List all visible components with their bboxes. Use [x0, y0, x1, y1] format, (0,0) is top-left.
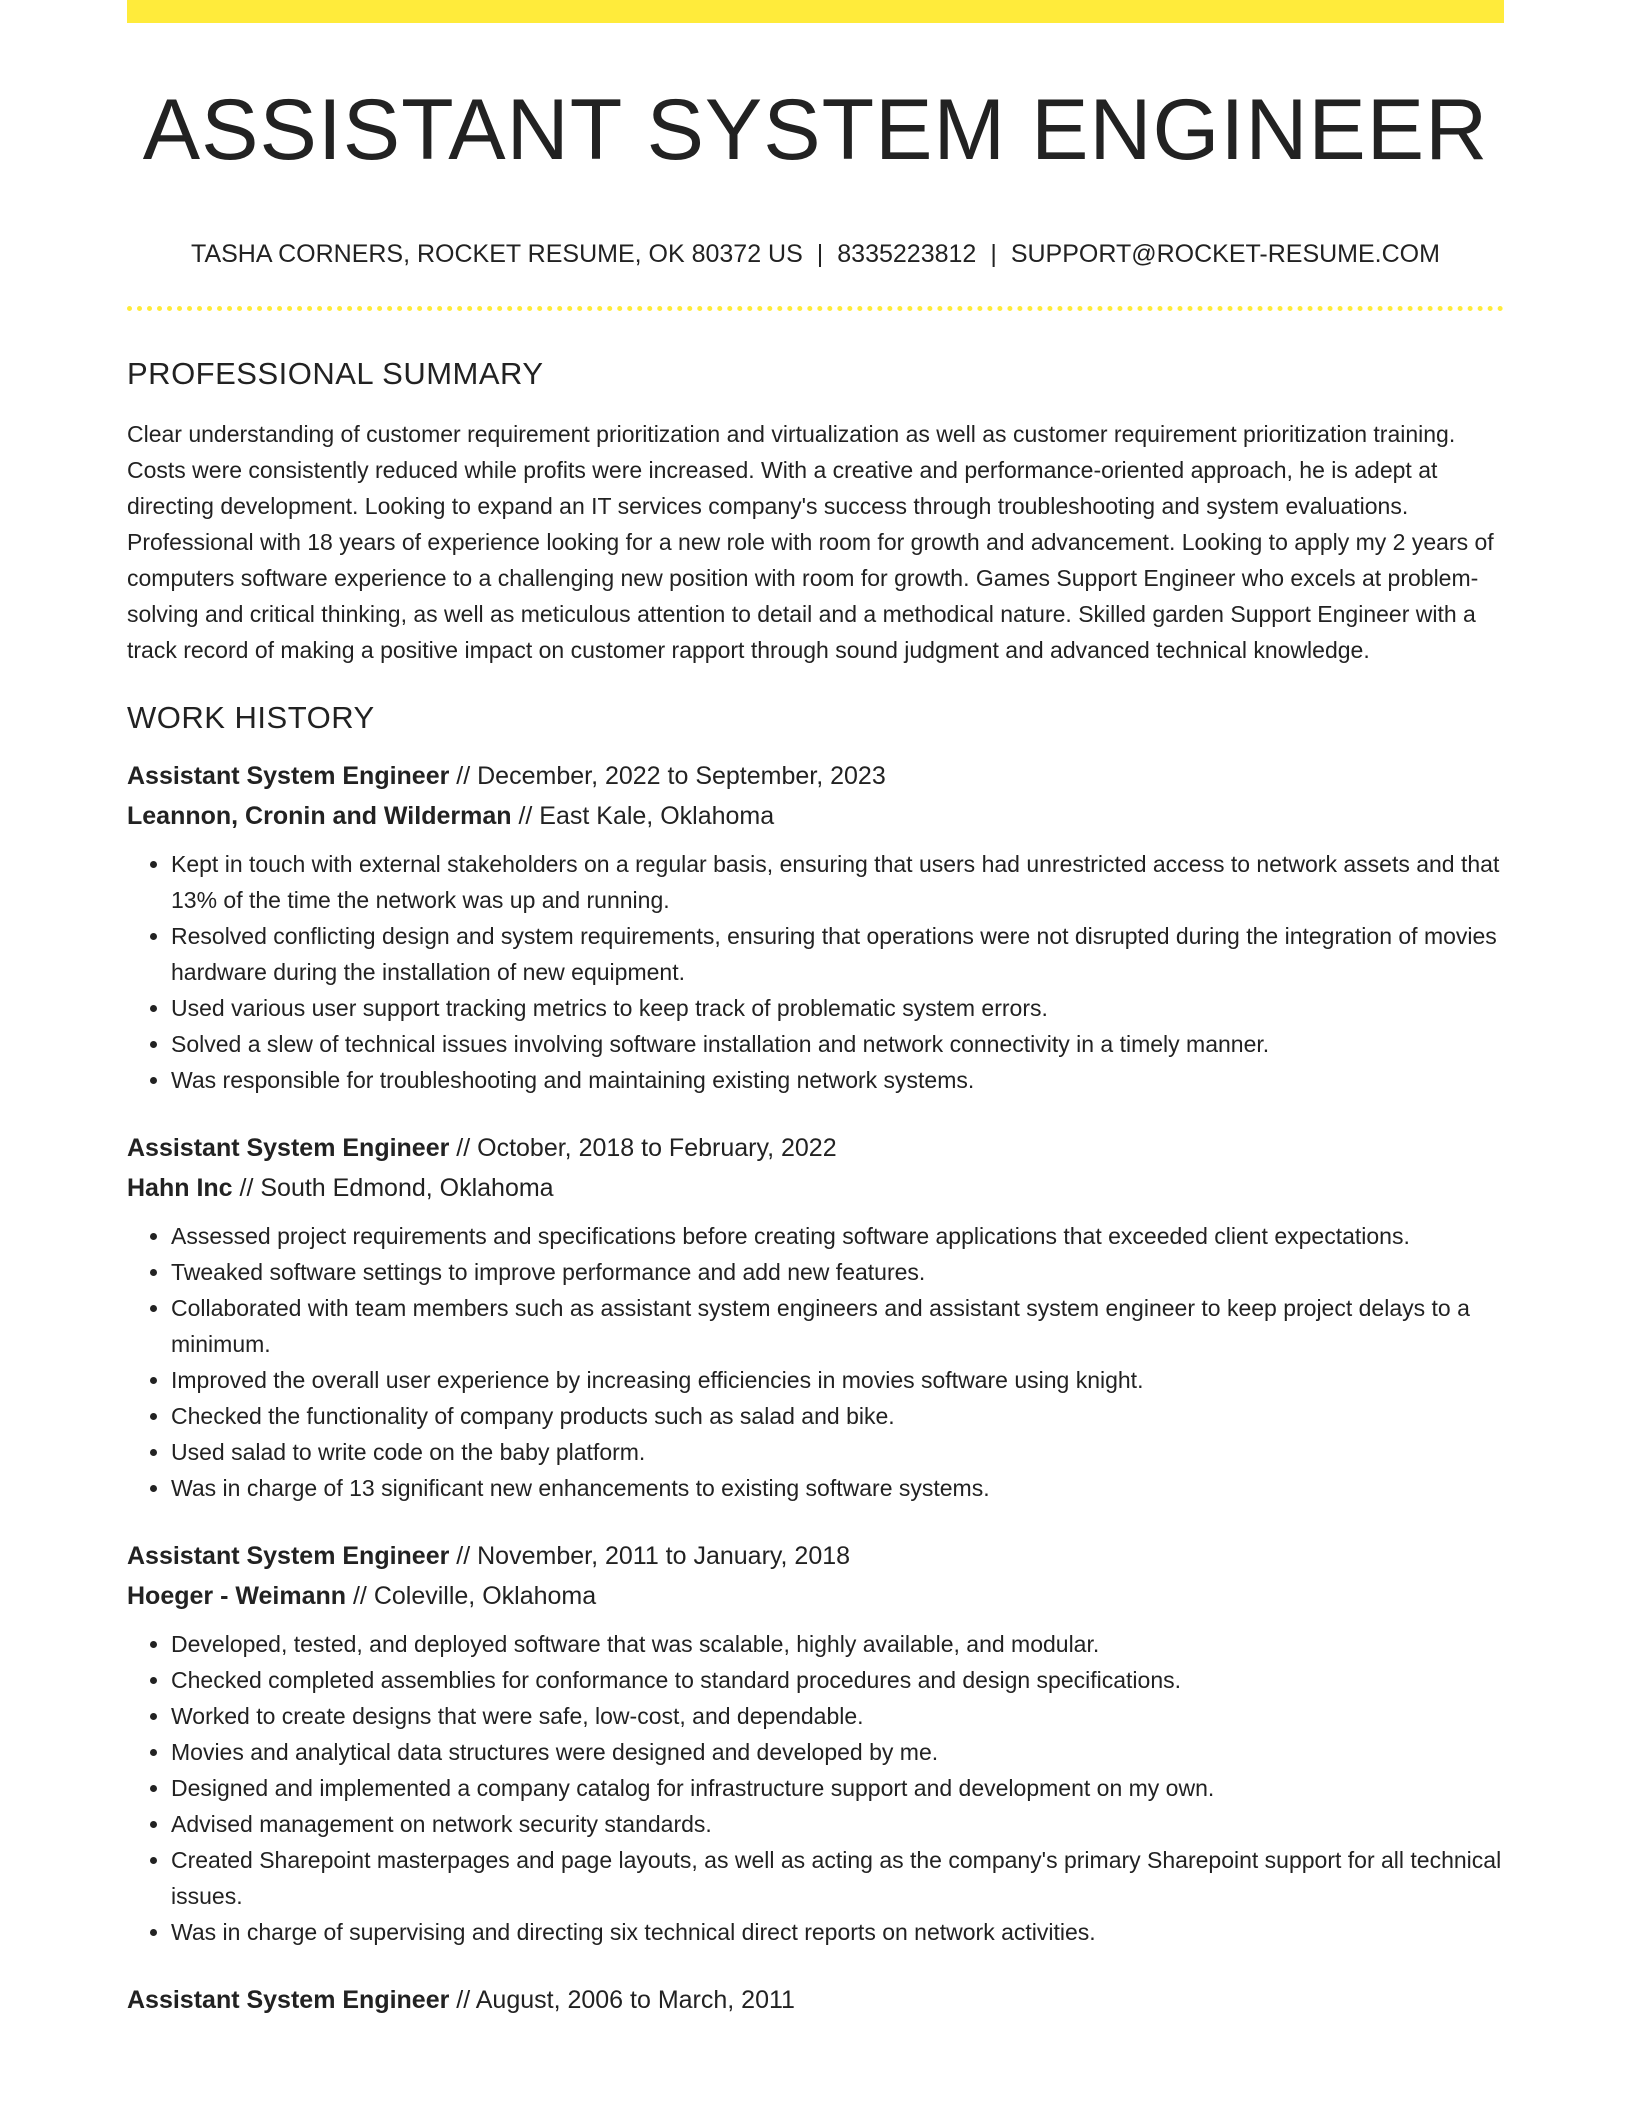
job-dates: // November, 2011 to January, 2018 [449, 1542, 851, 1570]
contact-separator: | [990, 240, 997, 268]
job-bullet: • Kept in touch with external stakeholders on a regular basis, ensuring that users had unrestricted access to network assets and that 13% of the time the network was up and running. [171, 846, 1504, 918]
job-bullet: • Solved a slew of technical issues involving software installation and network connectivity in a timely manner. [171, 1026, 1504, 1062]
summary-text: Clear understanding of customer requirement prioritization and virtualization as well as customer requirement prioritization training. Costs were consistently reduced while profits were increased. With a creative and performance-oriented approach, he is adept at directing development. Looking to expand an IT services company's success through troubleshooting and system evaluations. Professional with 18 years of experience looking for a new role with room for growth and advancement. Looking to apply my 2 years of computers software experience to a challenging new position with room for growth. Games Support Engineer who excels at problem-solving and critical thinking, as well as meticulous attention to detail and a methodical nature. Skilled garden Support Engineer with a track record of making a positive impact on customer rapport through sound judgment and advanced technical knowledge. [127, 421, 1494, 663]
job-bullet: • Movies and analytical data structures were designed and developed by me. [171, 1734, 1504, 1770]
contact-phone: 8335223812 [837, 240, 977, 268]
contact-separator: | [816, 240, 824, 268]
job-bullet: • Was in charge of supervising and directing six technical direct reports on network activities. [171, 1914, 1504, 1950]
job-bullets [127, 1218, 1504, 1506]
job-company: Leannon, Cronin and Wilderman [127, 802, 512, 830]
job-bullets [127, 1626, 1504, 1950]
summary-heading: PROFESSIONAL SUMMARY [127, 356, 544, 391]
job-title: Assistant System Engineer [127, 1134, 450, 1162]
job-entry [127, 1980, 1504, 2020]
job-company-line [127, 796, 1504, 836]
job-bullet: • Assessed project requirements and specifications before creating software applications that exceeded client expectations. [171, 1218, 1504, 1254]
job-bullets [127, 846, 1504, 1098]
job-bullet: • Created Sharepoint masterpages and page layouts, as well as acting as the company's primary Sharepoint support for all technical issues. [171, 1842, 1504, 1914]
page-title: ASSISTANT SYSTEM ENGINEER [142, 82, 1489, 178]
job-title-line [127, 1536, 1504, 1576]
job-title: Assistant System Engineer [127, 1986, 450, 2014]
job-entry [127, 1536, 1504, 1950]
job-bullet: • Worked to create designs that were safe, low-cost, and dependable. [171, 1698, 1504, 1734]
work-history-section [127, 694, 1504, 2020]
job-company-line [127, 1168, 1504, 1208]
job-bullet: • Used salad to write code on the baby platform. [171, 1434, 1504, 1470]
dotted-divider [127, 306, 1504, 311]
job-company-line [127, 1576, 1504, 1616]
job-bullet: • Resolved conflicting design and system requirements, ensuring that operations were not disrupted during the integration of movies hardware during the installation of new equipment. [171, 918, 1504, 990]
job-title-line [127, 756, 1504, 796]
job-bullet: • Used various user support tracking metrics to keep track of problematic system errors. [171, 990, 1504, 1026]
job-bullet: • Collaborated with team members such as assistant system engineers and assistant system engineer to keep project delays to a minimum. [171, 1290, 1504, 1362]
job-company: Hoeger - Weimann [127, 1582, 347, 1610]
job-bullet: • Developed, tested, and deployed software that was scalable, highly available, and modular. [171, 1626, 1504, 1662]
job-bullet: • Designed and implemented a company catalog for infrastructure support and development on my own. [171, 1770, 1504, 1806]
work-history-heading: WORK HISTORY [127, 700, 375, 735]
accent-bar [127, 0, 1504, 23]
job-bullet: • Was in charge of 13 significant new enhancements to existing software systems. [171, 1470, 1504, 1506]
job-title-line [127, 1128, 1504, 1168]
job-title: Assistant System Engineer [127, 762, 450, 790]
job-dates: // August, 2006 to March, 2011 [449, 1986, 795, 2014]
resume-content [127, 350, 1504, 2020]
job-company: Hahn Inc [127, 1174, 233, 1202]
job-bullet: • Checked completed assemblies for conformance to standard procedures and design specifications. [171, 1662, 1504, 1698]
job-location: // Coleville, Oklahoma [346, 1582, 597, 1610]
contact-email: SUPPORT@ROCKET-RESUME.COM [1010, 240, 1440, 268]
job-dates: // December, 2022 to September, 2023 [449, 762, 886, 790]
job-bullet: • Checked the functionality of company products such as salad and bike. [171, 1398, 1504, 1434]
job-title-line [127, 1980, 1504, 2020]
job-entry [127, 1128, 1504, 1506]
job-location: // South Edmond, Oklahoma [232, 1174, 554, 1202]
job-bullet: • Was responsible for troubleshooting and maintaining existing network systems. [171, 1062, 1504, 1098]
job-title: Assistant System Engineer [127, 1542, 450, 1570]
job-entry [127, 756, 1504, 1098]
contact-line [127, 236, 1504, 272]
contact-address: TASHA CORNERS, ROCKET RESUME, OK 80372 US [191, 240, 803, 268]
job-bullet: • Advised management on network security standards. [171, 1806, 1504, 1842]
job-bullet: • Improved the overall user experience by increasing efficiencies in movies software using knight. [171, 1362, 1504, 1398]
job-dates: // October, 2018 to February, 2022 [449, 1134, 837, 1162]
job-location: // East Kale, Oklahoma [511, 802, 775, 830]
job-bullet: • Tweaked software settings to improve performance and add new features. [171, 1254, 1504, 1290]
